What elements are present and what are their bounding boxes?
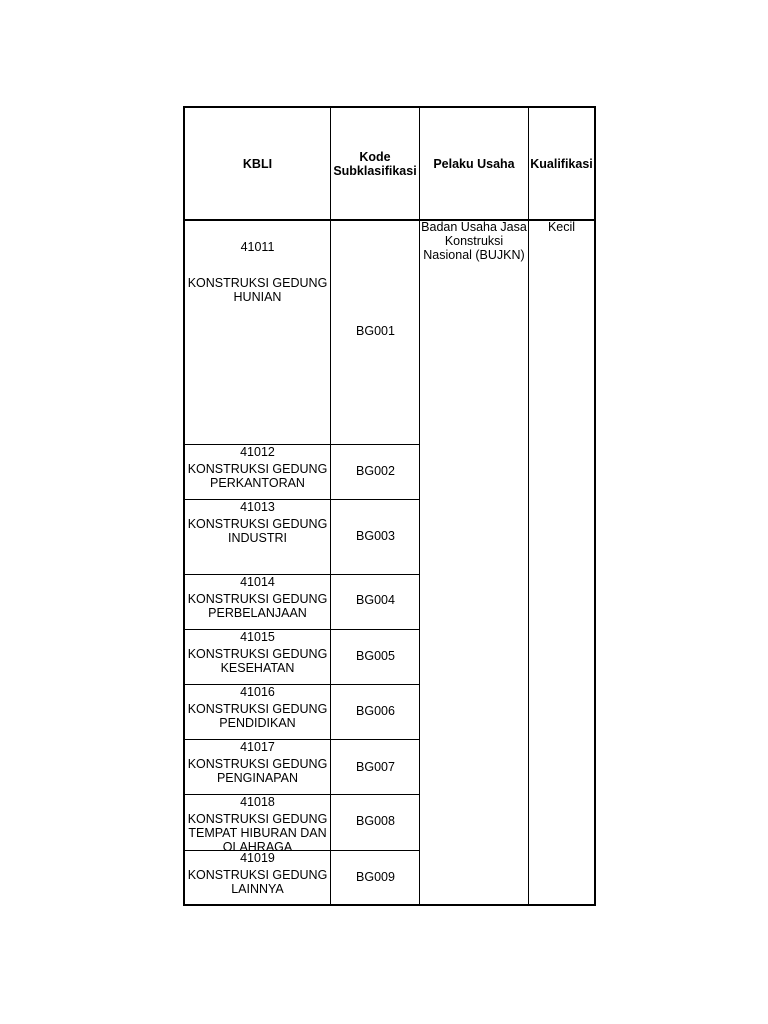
kbli-name: KONSTRUKSI GEDUNG PERBELANJAAN: [187, 592, 328, 620]
header-kode-subklasifikasi: [331, 108, 419, 219]
table-row-kbli: [185, 445, 330, 499]
pelaku-usaha-text: Badan Usaha Jasa Konstruksi Nasional (BUJKN): [421, 220, 527, 262]
header-kbli: [185, 108, 330, 219]
header-kode-label-line1: Kode: [359, 149, 391, 164]
kbli-code: 41017: [240, 740, 275, 754]
kbli-code: 41019: [240, 851, 275, 865]
kbli-code: 41011: [240, 240, 275, 254]
header-kualifikasi-label: Kualifikasi: [530, 156, 593, 171]
subklasifikasi-code: BG007: [356, 760, 395, 774]
header-pelaku-label: Pelaku Usaha: [433, 156, 515, 171]
kbli-name: KONSTRUKSI GEDUNG PERKANTORAN: [187, 462, 328, 490]
subklasifikasi-code: BG001: [356, 324, 395, 338]
kbli-code: 41016: [240, 685, 275, 699]
kbli-code: 41018: [240, 795, 275, 809]
table-row-kbli: [185, 851, 330, 904]
table-row-kbli: [185, 795, 330, 850]
kbli-name: KONSTRUKSI GEDUNG INDUSTRI: [187, 517, 328, 545]
table-row-kbli: [185, 500, 330, 574]
kbli-name: KONSTRUKSI GEDUNG PENGINAPAN: [187, 757, 328, 785]
subklasifikasi-code: BG005: [356, 649, 395, 663]
kbli-code: 41014: [240, 575, 275, 589]
table-row-kbli: [185, 685, 330, 739]
kbli-name: KONSTRUKSI GEDUNG LAINNYA: [187, 868, 328, 896]
table-row-kbli: [185, 630, 330, 684]
table-row-kbli: [185, 240, 330, 310]
kbli-name: KONSTRUKSI GEDUNG TEMPAT HIBURAN DAN OLAHRAGA: [187, 812, 328, 850]
kualifikasi-text: Kecil: [547, 220, 576, 234]
kbli-code: 41015: [240, 630, 275, 644]
kbli-name: KONSTRUKSI GEDUNG PENDIDIKAN: [187, 702, 328, 730]
subklasifikasi-code: BG003: [356, 529, 395, 543]
subklasifikasi-code: BG002: [356, 464, 395, 478]
kbli-code: 41012: [240, 445, 275, 459]
kbli-name: KONSTRUKSI GEDUNG HUNIAN: [187, 276, 328, 304]
subklasifikasi-code: BG006: [356, 704, 395, 718]
subklasifikasi-code: BG004: [356, 593, 395, 607]
kbli-name: KONSTRUKSI GEDUNG KESEHATAN: [187, 647, 328, 675]
column-divider-kbli: [330, 106, 331, 906]
header-kode-label-line2: Subklasifikasi: [333, 163, 417, 178]
subklasifikasi-code: BG009: [356, 870, 395, 884]
kbli-code: 41013: [240, 500, 275, 514]
table-row-kbli: [185, 575, 330, 629]
kualifikasi-value: [529, 220, 594, 240]
header-kualifikasi: [529, 108, 594, 219]
pelaku-usaha-value: [420, 220, 528, 270]
header-kbli-label: KBLI: [242, 156, 273, 171]
table-row-kbli: [185, 740, 330, 794]
subklasifikasi-code: BG008: [356, 814, 395, 828]
header-pelaku-usaha: [420, 108, 528, 219]
